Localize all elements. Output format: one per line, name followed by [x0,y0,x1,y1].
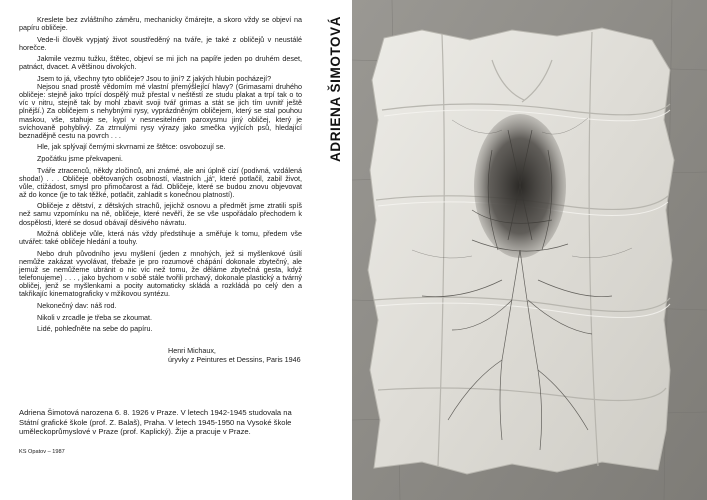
poem-paragraph: Obličeje z dětství, z dětských strachů, jejichž osnovu a předmět jsme ztratili spíš než samu vzpomínku na ně, obličeje, které nevěří, že se vše uspořádalo přechodem k dospělosti, které se dosud obávají děsivého návratu. [19,201,302,227]
poem-paragraph: Kreslete bez zvláštního záměru, mechanicky čmárejte, a skoro vždy se objeví na papíru obličeje. [19,15,302,33]
poem-paragraph: Jsem to já, všechny tyto obličeje? Jsou to jiní? Z jakých hlubin pocházejí? [37,74,272,84]
poem-paragraph: Nebo druh původního jevu myšlení (jeden z mnohých, jež si myšlenkové úsilí nemůže zakázat vyvolávat, třebaže je pro rozumové chápání dokonale zbytečný, ale jemuž se nemůžeme ubránit o nic víc než tomu, že děláme zbytečná gesta, když telefonujeme) . . . , jako bychom v sobě stále tvořili prchavý, dokonale plastický a tvárný obličej, jenž se myšlenkami a pocity automaticky skládá a rozkládá po celý den a takřikajíc kinematograficky v mžikovou syntézu. [19,248,302,299]
poem-paragraph: Nikoli v zrcadle je třeba se zkoumat. [37,312,153,322]
artist-name-title [306,12,343,162]
artwork-photo [352,0,707,500]
poem-paragraph: Lidé, pohleďněte na sebe do papíru. [37,324,153,334]
poem-attribution [168,346,301,364]
artist-bio: Adriena Šimotová narozena 6. 8. 1926 v Praze. V letech 1942-1945 studovala na Státní grafické škole (prof. Z. Balaš), Praha. V letech 1945-1950 na Vysoké škole uměleckoprůmyslové v Praze (prof. Kaplický). Žije a pracuje v Praze. [19,408,292,437]
attribution-source: úryvky z Peintures et Dessins, Paris 1946 [168,355,301,364]
poem-paragraph: Vede-li člověk vypjatý život soustředěný na tváře, je také z obličejů v neustálé horečce. [19,34,302,52]
poem-text [19,16,302,333]
poem-paragraph: Hle, jak splývají černými skvrnami ze štětce: osvobozují se. [37,142,226,152]
poem-paragraph: Možná obličeje vůle, která nás vždy předstihuje a směřuje k tomu, předem vše utvářet: také obličeje hledání a touhy. [19,229,302,247]
text-page [0,0,352,500]
poem-paragraph: Zpočátku jsme překvapeni. [37,153,123,163]
poem-paragraph: Nejsou snad prostě vědomím mé vlastní přemýšlející hlavy? (Grimasami druhého obličeje: stejně jako trpící dospělý muž přestal v neštěstí ze studu plakat a trpí tak o to víc v nitru, stejně tak by mohl zbavit svoji tvář grimas a stát se jich tím uvnitř ještě plnější.) Za obličejem s nehybnými rysy, vyprázdněným obličejem, který se stal pouhou maskou, vše, stahuje se, kypí v nesnesitelném paroxysmu jiný obličej, který je svíchovaně pohyblivý. Za ztrnulými rysy výrazy jako smečka vyjících psů, hledající beznadějně cestu na povrch . . . [19,82,302,140]
attribution-author: Henri Michaux, [168,346,216,355]
colophon: KS Opatov – 1987 [19,449,65,455]
artist-name: ADRIENA ŠIMOTOVÁ [328,15,343,162]
poem-paragraph: Jakmile vezmu tužku, štětec, objeví se mi jich na papíře jeden po druhém deset, patnáct, dvacet. A většinou divokých. [19,54,302,72]
poem-paragraph: Nekonečný dav: náš rod. [37,300,117,310]
crumpled-paper-figure-artwork [352,0,707,500]
poem-paragraph: Tváře ztracenců, někdy zločinců, ani známé, ale ani úplně cizí (podivná, vzdálená shoda!) . . . Obličeje obětovaných osobností, vlastních „já“, které potlačil, zabil život, vůle, ctižádost, smysl pro přimočarost a řád. Obličeje, které se budou znovu objevovat až do konce (je to tak těžké, potlačit, zahladit s konečnou platností). [19,165,302,199]
